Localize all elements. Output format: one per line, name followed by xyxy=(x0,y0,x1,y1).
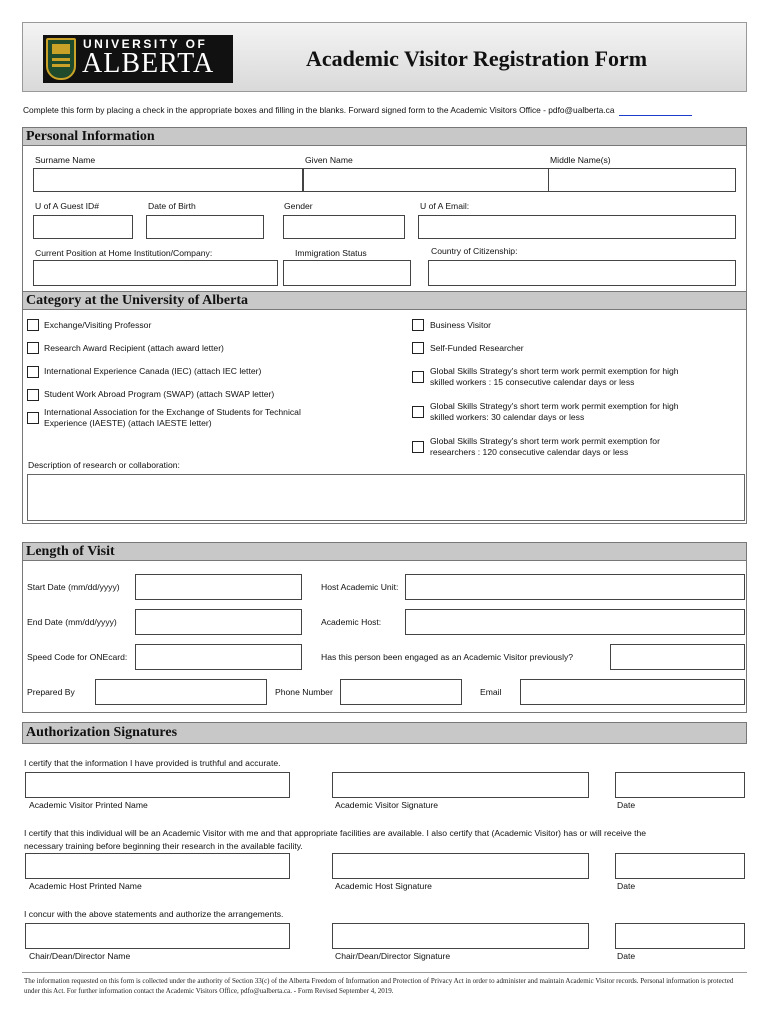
host-date-label: Date xyxy=(617,881,636,891)
end-date-label: End Date (mm/dd/yyyy) xyxy=(27,617,117,627)
host-date-field[interactable] xyxy=(615,853,745,879)
start-date-label: Start Date (mm/dd/yyyy) xyxy=(27,582,120,592)
visitor-date-field[interactable] xyxy=(615,772,745,798)
prepared-email-field[interactable] xyxy=(520,679,745,705)
surname-field[interactable] xyxy=(33,168,303,192)
immigration-label: Immigration Status xyxy=(295,248,367,258)
position-field[interactable] xyxy=(33,260,278,286)
checkbox-business-visitor[interactable] xyxy=(412,319,424,331)
intro-email-underline xyxy=(619,115,692,116)
academic-host-label: Academic Host: xyxy=(321,617,382,627)
section-personal-information: Personal Information xyxy=(22,127,747,146)
checkbox-research-award[interactable] xyxy=(27,342,39,354)
intro-text: Complete this form by placing a check in the appropriate boxes and filling in the blanks. Forward signed form to the Academic Visitors Office - pdfo@ualberta.ca xyxy=(23,105,615,115)
chair-name-field[interactable] xyxy=(25,923,290,949)
gender-label: Gender xyxy=(284,201,313,211)
prepared-by-field[interactable] xyxy=(95,679,267,705)
description-label: Description of research or collaboration: xyxy=(28,460,180,470)
immigration-field[interactable] xyxy=(283,260,411,286)
logo-text-bottom: ALBERTA xyxy=(82,48,215,79)
chair-signature-field[interactable] xyxy=(332,923,589,949)
speed-code-label: Speed Code for ONEcard: xyxy=(27,652,128,662)
given-name-label: Given Name xyxy=(305,155,353,165)
chair-name-label: Chair/Dean/Director Name xyxy=(29,951,131,961)
option-research-award: Research Award Recipient (attach award letter) xyxy=(44,343,224,353)
option-gss-30-days: Global Skills Strategy's short term work permit exemption for high skilled workers: 30 calendar days or less xyxy=(430,401,679,422)
page-title: Academic Visitor Registration Form xyxy=(306,46,648,71)
middle-name-field[interactable] xyxy=(548,168,736,192)
previous-visitor-label: Has this person been engaged as an Academic Visitor previously? xyxy=(321,652,574,662)
position-label: Current Position at Home Institution/Company: xyxy=(35,248,213,258)
chair-date-label: Date xyxy=(617,951,636,961)
crest-icon xyxy=(46,38,76,80)
option-exchange-visiting-professor: Exchange/Visiting Professor xyxy=(44,320,152,330)
option-self-funded: Self-Funded Researcher xyxy=(430,343,524,353)
start-date-field[interactable] xyxy=(135,574,302,600)
speed-code-field[interactable] xyxy=(135,644,302,670)
checkbox-exchange-visiting-professor[interactable] xyxy=(27,319,39,331)
host-signature-label: Academic Host Signature xyxy=(335,881,432,891)
checkbox-iaeste[interactable] xyxy=(27,412,39,424)
option-gss-15-days: Global Skills Strategy's short term work permit exemption for high skilled workers : 15 consecutive calendar days or less xyxy=(430,366,679,387)
visitor-name-field[interactable] xyxy=(25,772,290,798)
checkbox-swap[interactable] xyxy=(27,389,39,401)
dob-label: Date of Birth xyxy=(148,201,196,211)
checkbox-gss-30-days[interactable] xyxy=(412,406,424,418)
chair-date-field[interactable] xyxy=(615,923,745,949)
citizenship-label: Country of Citizenship: xyxy=(431,246,518,256)
section-category: Category at the University of Alberta xyxy=(22,291,747,310)
phone-number-label: Phone Number xyxy=(275,687,333,697)
academic-host-field[interactable] xyxy=(405,609,745,635)
description-textarea[interactable] xyxy=(27,474,745,521)
citizenship-field[interactable] xyxy=(428,260,736,286)
dob-field[interactable] xyxy=(146,215,264,239)
host-name-field[interactable] xyxy=(25,853,290,879)
certify-host-text: I certify that this individual will be an Academic Visitor with me and that appropriate facilities are available. I also certify that (Academic Visitor) has or will receive the necessary training before beginning their research in the available facility. xyxy=(24,828,647,851)
previous-visitor-field[interactable] xyxy=(610,644,745,670)
given-name-field[interactable] xyxy=(303,168,549,192)
prepared-by-label: Prepared By xyxy=(27,687,75,697)
surname-label: Surname Name xyxy=(35,155,96,165)
phone-number-field[interactable] xyxy=(340,679,462,705)
option-iec: International Experience Canada (IEC) (attach IEC letter) xyxy=(44,366,262,376)
option-gss-120-days: Global Skills Strategy's short term work permit exemption for researchers : 120 consecutive calendar days or less xyxy=(430,436,660,457)
visitor-date-label: Date xyxy=(617,800,636,810)
option-iaeste: International Association for the Exchange of Students for Technical Experience (IAESTE) (attach IAESTE letter) xyxy=(44,407,301,428)
logo-text-top: UNIVERSITY OF xyxy=(83,37,208,51)
host-name-label: Academic Host Printed Name xyxy=(29,881,142,891)
gender-field[interactable] xyxy=(283,215,405,239)
certify-visitor-text: I certify that the information I have provided is truthful and accurate. xyxy=(24,758,281,768)
host-signature-field[interactable] xyxy=(332,853,589,879)
checkbox-self-funded[interactable] xyxy=(412,342,424,354)
end-date-field[interactable] xyxy=(135,609,302,635)
university-logo xyxy=(43,35,233,83)
email-field[interactable] xyxy=(418,215,736,239)
visitor-signature-field[interactable] xyxy=(332,772,589,798)
visitor-signature-label: Academic Visitor Signature xyxy=(335,800,439,810)
visitor-name-label: Academic Visitor Printed Name xyxy=(29,800,148,810)
host-unit-label: Host Academic Unit: xyxy=(321,582,399,592)
email-label: U of A Email: xyxy=(420,201,470,211)
checkbox-gss-15-days[interactable] xyxy=(412,371,424,383)
host-unit-field[interactable] xyxy=(405,574,745,600)
concur-text: I concur with the above statements and authorize the arrangements. xyxy=(24,909,284,919)
prepared-email-label: Email xyxy=(480,687,502,697)
section-authorization: Authorization Signatures xyxy=(22,722,747,744)
checkbox-gss-120-days[interactable] xyxy=(412,441,424,453)
option-swap: Student Work Abroad Program (SWAP) (attach SWAP letter) xyxy=(44,389,275,399)
section-length-of-visit: Length of Visit xyxy=(22,542,747,561)
chair-signature-label: Chair/Dean/Director Signature xyxy=(335,951,451,961)
middle-name-label: Middle Name(s) xyxy=(550,155,611,165)
guest-id-label: U of A Guest ID# xyxy=(35,201,100,211)
option-business-visitor: Business Visitor xyxy=(430,320,491,330)
checkbox-iec[interactable] xyxy=(27,366,39,378)
guest-id-field[interactable] xyxy=(33,215,133,239)
privacy-footer: The information requested on this form is collected under the authority of Section 33(c) of the Alberta Freedom of Information and Protection of Privacy Act in order to administer and maintain Academic Visitor records. Personal information is protected under this Act. For further information contact the Academic Visitors Office, pdfo@ualberta.ca. - Form Revised September 4, 2019. xyxy=(24,977,734,995)
footer-divider xyxy=(22,972,747,973)
